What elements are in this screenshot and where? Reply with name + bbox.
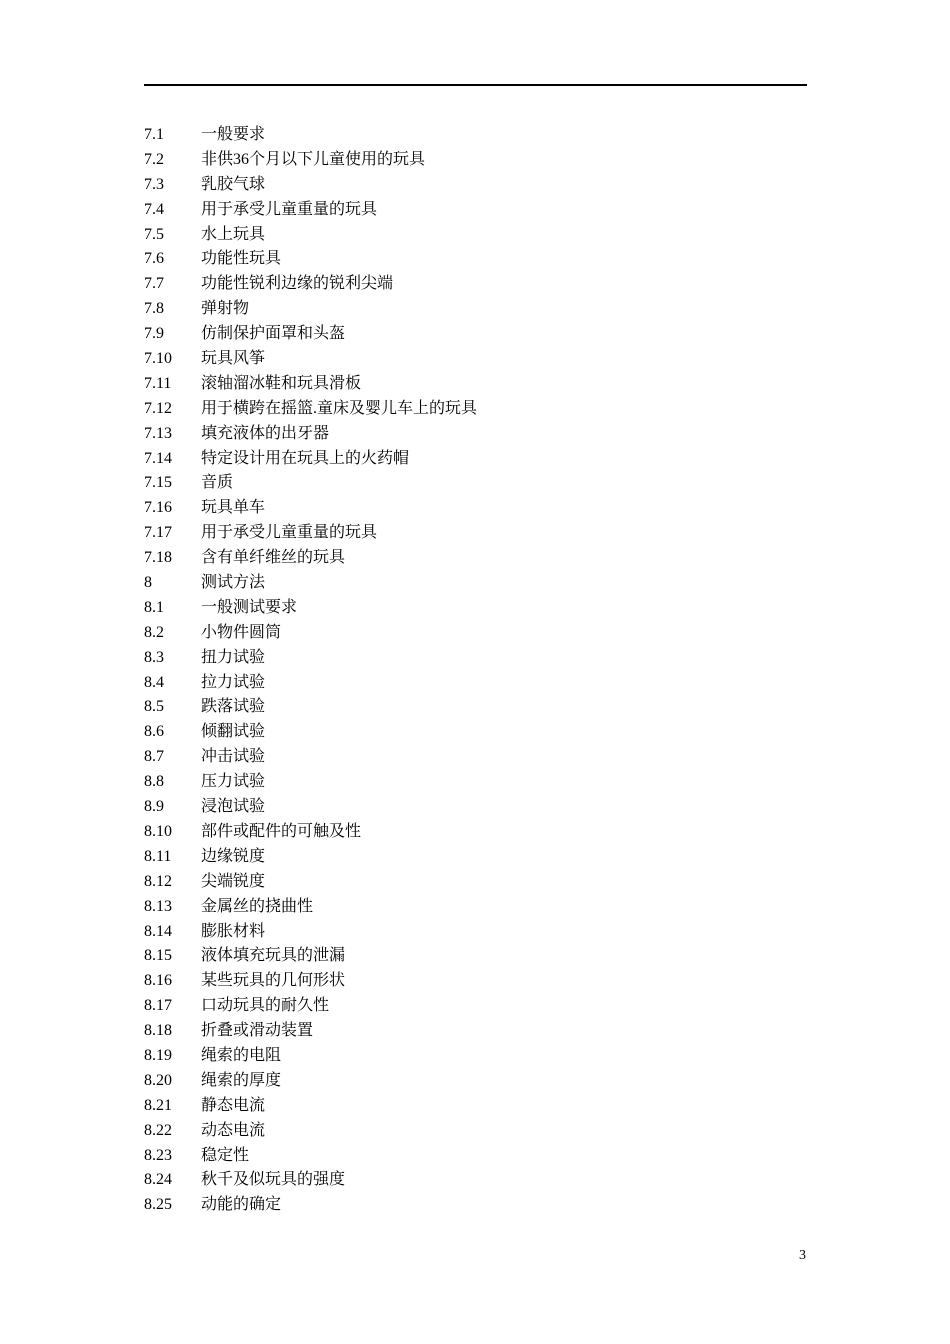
toc-entry [144,969,807,994]
toc-entry-number: 8.22 [144,1121,172,1139]
toc-entry-number: 7.14 [144,449,172,467]
toc-entry-title: 用于承受儿童重量的玩具 [201,524,378,542]
toc-entry-number: 7.8 [144,300,164,318]
toc-entry [144,173,807,198]
toc-entry [144,1044,807,1069]
toc-entry [144,322,807,347]
toc-entry-title: 液体填充玩具的泄漏 [201,947,346,965]
toc-entry-number: 7.17 [144,524,172,542]
toc-entry-title: 音质 [201,474,234,492]
toc-entry-title: 膨胀材料 [201,922,266,940]
toc-entry [144,870,807,895]
toc-entry-title: 部件或配件的可触及性 [201,822,362,840]
toc-entry-title: 测试方法 [201,574,266,592]
toc-entry-title: 秋千及似玩具的强度 [201,1171,346,1189]
toc-entry-number: 8.1 [144,598,164,616]
toc-entry [144,1193,807,1218]
toc-entry-title: 某些玩具的几何形状 [201,972,346,990]
toc-entry [144,148,807,173]
toc-entry [144,247,807,272]
toc-entry-title: 玩具风筝 [201,350,266,368]
toc-entry-number: 7.7 [144,275,164,293]
toc-entry-title: 水上玩具 [201,225,266,243]
toc-entry [144,1094,807,1119]
toc-entry-title: 静态电流 [201,1096,266,1114]
toc-entry-title: 功能性玩具 [201,250,282,268]
toc-entry-number: 8.20 [144,1071,172,1089]
toc-entry-title: 填充液体的出牙器 [201,424,330,442]
toc-entry-number: 7.16 [144,499,172,517]
toc-entry-title: 用于承受儿童重量的玩具 [201,200,378,218]
toc-entry-number: 8 [144,574,152,592]
toc-entry-title: 浸泡试验 [201,798,266,816]
toc-entry-title: 口动玩具的耐久性 [201,997,330,1015]
toc-entry-number: 8.6 [144,723,164,741]
toc-entry-number: 7.4 [144,200,164,218]
toc-entry [144,820,807,845]
toc-entry [144,496,807,521]
toc-entry-title: 一般测试要求 [201,598,298,616]
toc-entry-number: 7.18 [144,549,172,567]
toc-entry-title: 绳索的电阻 [201,1046,282,1064]
toc-entry-number: 7.5 [144,225,164,243]
toc-entry-number: 8.12 [144,872,172,890]
toc-entry-number: 8.18 [144,1022,172,1040]
toc-entry-title: 边缘锐度 [201,847,266,865]
toc-entry [144,471,807,496]
toc-entry [144,745,807,770]
toc-entry-title: 乳胶气球 [201,175,266,193]
toc-entry-number: 8.10 [144,822,172,840]
toc-entry [144,1144,807,1169]
toc-entry [144,895,807,920]
toc-entry-number: 8.17 [144,997,172,1015]
toc-entry [144,720,807,745]
toc-entry-number: 8.5 [144,698,164,716]
toc-entry-title: 小物件圆筒 [201,623,282,641]
toc-entry [144,944,807,969]
toc-entry-number: 7.12 [144,399,172,417]
toc-entry-number: 7.9 [144,325,164,343]
toc-entry-title: 跌落试验 [201,698,266,716]
toc-entry-number: 8.24 [144,1171,172,1189]
toc-entry [144,447,807,472]
toc-entry [144,695,807,720]
toc-entry-number: 7.6 [144,250,164,268]
toc-entry-title: 动能的确定 [201,1196,282,1214]
toc-entry-title: 扭力试验 [201,648,266,666]
toc-entry [144,671,807,696]
toc-entry-number: 8.14 [144,922,172,940]
toc-entry-number: 8.16 [144,972,172,990]
toc-entry [144,845,807,870]
table-of-contents [144,123,807,1218]
toc-entry [144,621,807,646]
header-rule [144,84,807,86]
toc-entry [144,347,807,372]
toc-entry-title: 特定设计用在玩具上的火药帽 [201,449,410,467]
toc-entry [144,920,807,945]
toc-entry-title: 稳定性 [201,1146,250,1164]
toc-entry-number: 7.11 [144,374,172,392]
toc-entry-title: 冲击试验 [201,748,266,766]
toc-entry-title: 弹射物 [201,300,250,318]
toc-entry-title: 动态电流 [201,1121,266,1139]
toc-entry-number: 8.21 [144,1096,172,1114]
toc-entry-title: 折叠或滑动装置 [201,1022,314,1040]
toc-entry-number: 7.3 [144,175,164,193]
toc-entry [144,1019,807,1044]
toc-entry [144,123,807,148]
toc-entry-title: 倾翻试验 [201,723,266,741]
toc-entry-title: 金属丝的挠曲性 [201,897,314,915]
toc-entry-number: 8.11 [144,847,172,865]
toc-entry-number: 8.2 [144,623,164,641]
toc-entry-title: 拉力试验 [201,673,266,691]
toc-entry [144,372,807,397]
toc-entry [144,198,807,223]
toc-entry [144,770,807,795]
toc-entry-number: 8.13 [144,897,172,915]
toc-entry-title: 非供36个月以下儿童使用的玩具 [201,150,426,168]
toc-entry [144,546,807,571]
toc-entry-number: 7.10 [144,350,172,368]
page-number: 3 [799,1248,806,1263]
toc-entry-number: 8.3 [144,648,164,666]
toc-entry [144,223,807,248]
toc-entry-number: 8.4 [144,673,164,691]
toc-entry [144,1119,807,1144]
toc-entry-title: 用于横跨在摇篮.童床及婴儿车上的玩具 [201,399,478,417]
toc-entry-number: 8.7 [144,748,164,766]
toc-entry-number: 8.9 [144,798,164,816]
toc-entry [144,646,807,671]
toc-entry-title: 压力试验 [201,773,266,791]
toc-entry [144,397,807,422]
toc-entry [144,596,807,621]
toc-entry-number: 8.15 [144,947,172,965]
toc-entry [144,994,807,1019]
toc-entry-title: 绳索的厚度 [201,1071,282,1089]
toc-entry-number: 8.23 [144,1146,172,1164]
toc-entry-title: 一般要求 [201,126,266,143]
toc-entry-title: 含有单纤维丝的玩具 [201,549,346,567]
toc-entry-title: 玩具单车 [201,499,266,517]
toc-entry [144,521,807,546]
toc-entry-title: 功能性锐利边缘的锐利尖端 [201,275,394,293]
toc-entry [144,297,807,322]
toc-entry-number: 8.8 [144,773,164,791]
toc-entry-number: 7.2 [144,150,164,168]
toc-entry-title: 仿制保护面罩和头盔 [201,325,346,343]
toc-entry [144,571,807,596]
toc-entry-number: 7.1 [144,126,164,143]
toc-entry-number: 8.19 [144,1046,172,1064]
toc-entry-number: 7.13 [144,424,172,442]
toc-entry [144,422,807,447]
toc-entry [144,795,807,820]
toc-entry [144,272,807,297]
toc-entry [144,1168,807,1193]
toc-entry-title: 滚轴溜冰鞋和玩具滑板 [201,374,362,392]
toc-entry-number: 8.25 [144,1196,172,1214]
toc-entry-title: 尖端锐度 [201,872,266,890]
toc-entry [144,1069,807,1094]
toc-entry-number: 7.15 [144,474,172,492]
